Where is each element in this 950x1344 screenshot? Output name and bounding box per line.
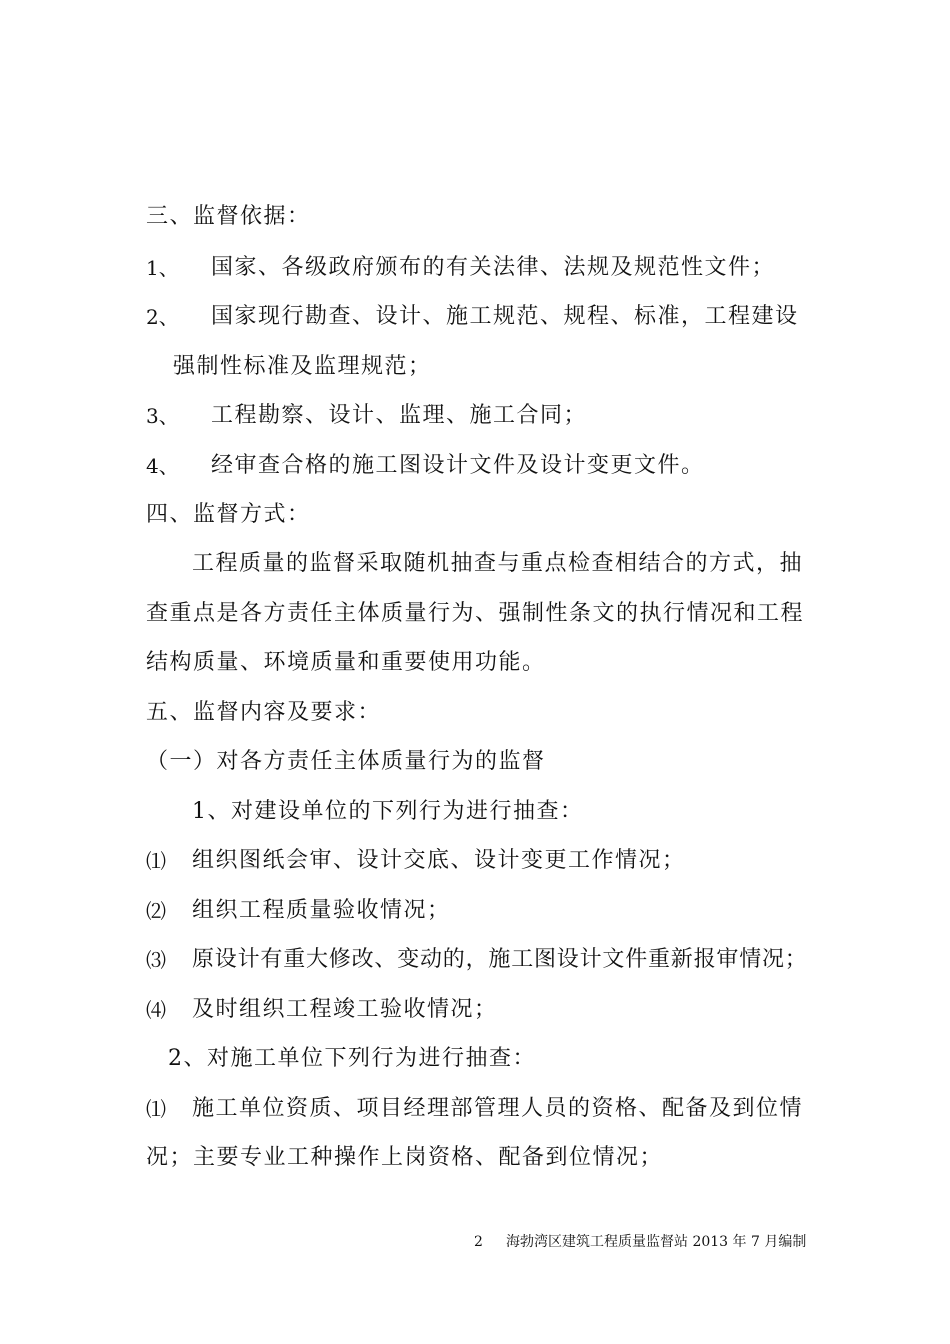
list-item-number: 1、: [146, 256, 179, 280]
page-number: 2: [474, 1234, 483, 1250]
list-item-number: ⑵: [146, 899, 166, 923]
sub-item-heading: 2、对施工单位下列行为进行抽查：: [168, 1046, 536, 1071]
list-item-number: 4、: [146, 454, 179, 478]
paragraph-line: 结构质量、环境质量和重要使用功能。: [146, 650, 546, 675]
paragraph-line: 查重点是各方责任主体质量行为、强制性条文的执行情况和工程: [146, 601, 805, 626]
list-item-text: 工程勘察、设计、监理、施工合同；: [211, 403, 588, 428]
list-item-text: 施工单位资质、项目经理部管理人员的资格、配备及到位情: [192, 1096, 804, 1121]
list-item-text: 组织图纸会审、设计交底、设计变更工作情况；: [192, 848, 686, 873]
list-item-number: ⑷: [146, 998, 166, 1022]
list-item-text: 原设计有重大修改、变动的，施工图设计文件重新报审情况；: [192, 947, 808, 972]
paragraph-line: 工程质量的监督采取随机抽查与重点检查相结合的方式，抽: [192, 551, 804, 576]
list-item-number: ⑴: [146, 849, 166, 873]
list-item-text: 及时组织工程竣工验收情况；: [192, 997, 498, 1022]
section-4-heading: 四、监督方式：: [146, 502, 311, 527]
list-item-continuation: 强制性标准及监理规范；: [173, 354, 432, 379]
footer-text: 海勃湾区建筑工程质量监督站 2013 年 7 月编制: [506, 1234, 807, 1250]
section-5-heading: 五、监督内容及要求：: [146, 700, 382, 725]
sub-item-heading: 1、对建设单位的下列行为进行抽查：: [192, 799, 584, 824]
list-item-number: 3、: [146, 404, 179, 428]
list-item-text: 国家、各级政府颁布的有关法律、法规及规范性文件；: [211, 255, 776, 280]
section-3-heading: 三、监督依据：: [146, 204, 311, 229]
list-item-number: ⑴: [146, 1097, 166, 1121]
list-item-continuation: 况；主要专业工种操作上岗资格、配备到位情况；: [146, 1145, 664, 1170]
list-item-text: 组织工程质量验收情况；: [192, 898, 451, 923]
list-item-text: 国家现行勘查、设计、施工规范、规程、标准，工程建设: [211, 304, 799, 329]
subsection-heading: （一）对各方责任主体质量行为的监督: [146, 749, 546, 774]
list-item-text: 经审查合格的施工图设计文件及设计变更文件。: [211, 453, 705, 478]
list-item-number: 2、: [146, 305, 179, 329]
list-item-number: ⑶: [146, 948, 166, 972]
